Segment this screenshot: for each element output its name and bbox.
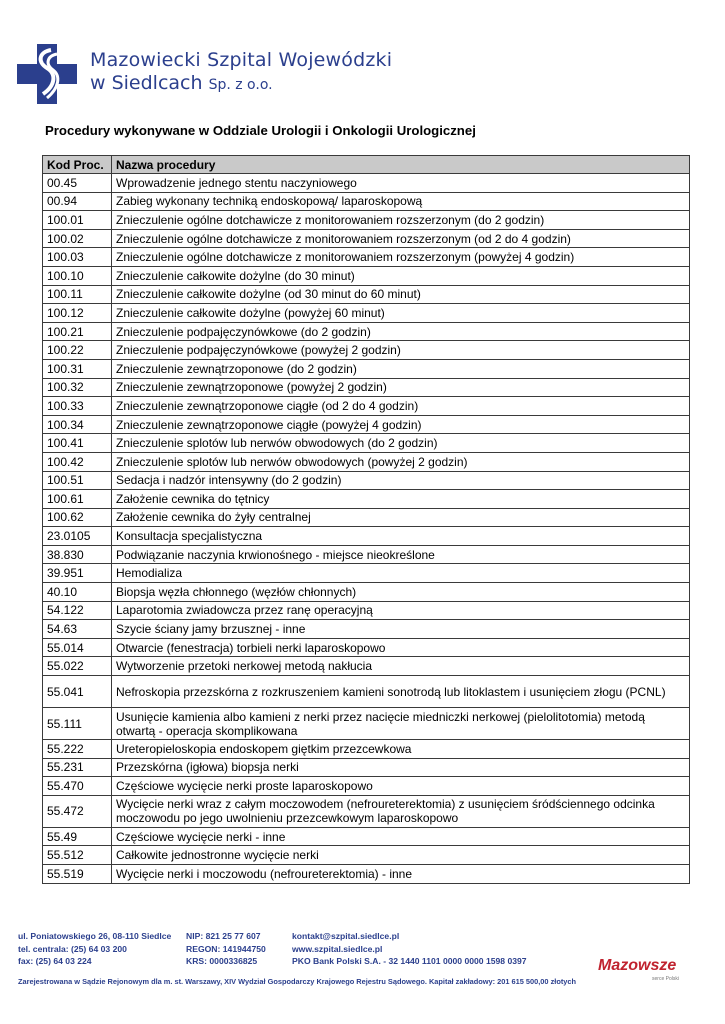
table-row bbox=[43, 583, 690, 602]
table-row bbox=[43, 341, 690, 360]
procedure-code: 100.01 bbox=[43, 211, 112, 230]
table-row bbox=[43, 708, 690, 740]
table-row bbox=[43, 490, 690, 509]
procedure-code: 55.014 bbox=[43, 638, 112, 657]
footer-registry: NIP: 821 25 77 607 REGON: 141944750 KRS: 0000336825 bbox=[186, 931, 266, 966]
mazowsze-logo: Mazowsze bbox=[598, 957, 677, 974]
header-code: Kod Proc. bbox=[43, 156, 112, 174]
procedure-code: 100.02 bbox=[43, 229, 112, 248]
procedure-code: 100.21 bbox=[43, 322, 112, 341]
org-suffix: Sp. z o.o. bbox=[208, 76, 273, 93]
table-row bbox=[43, 174, 690, 193]
table-row bbox=[43, 322, 690, 341]
procedure-code: 100.32 bbox=[43, 378, 112, 397]
procedure-name: Częściowe wycięcie nerki - inne bbox=[112, 827, 690, 846]
table-row bbox=[43, 827, 690, 846]
procedure-name: Sedacja i nadzór intensywny (do 2 godzin) bbox=[112, 471, 690, 490]
procedure-name: Szycie ściany jamy brzusznej - inne bbox=[112, 620, 690, 639]
procedure-name: Znieczulenie ogólne dotchawicze z monitorowaniem rozszerzonym (do 2 godzin) bbox=[112, 211, 690, 230]
procedure-code: 100.61 bbox=[43, 490, 112, 509]
table-row bbox=[43, 545, 690, 564]
table-row bbox=[43, 304, 690, 323]
footer-address: ul. Poniatowskiego 26, 08-110 Siedlce tel. centrala: (25) 64 03 200 fax: (25) 64 03 224 bbox=[18, 931, 172, 966]
procedure-code: 23.0105 bbox=[43, 527, 112, 546]
table-row bbox=[43, 359, 690, 378]
table-row bbox=[43, 846, 690, 865]
procedure-name: Wycięcie nerki i moczowodu (nefroureterektomia) - inne bbox=[112, 865, 690, 884]
procedure-code: 38.830 bbox=[43, 545, 112, 564]
procedure-name: Nefroskopia przezskórna z rozkruszeniem kamieni sonotrodą lub litoklastem i usunięciem złogu (PCNL) bbox=[112, 676, 690, 708]
table-row bbox=[43, 452, 690, 471]
procedure-code: 100.22 bbox=[43, 341, 112, 360]
table-row bbox=[43, 508, 690, 527]
hospital-logo-icon bbox=[17, 44, 77, 104]
procedure-name: Znieczulenie podpajęczynówkowe (do 2 godzin) bbox=[112, 322, 690, 341]
procedure-code: 100.62 bbox=[43, 508, 112, 527]
procedure-code: 100.42 bbox=[43, 452, 112, 471]
procedure-name: Znieczulenie ogólne dotchawicze z monitorowaniem rozszerzonym (powyżej 4 godzin) bbox=[112, 248, 690, 267]
procedure-code: 55.041 bbox=[43, 676, 112, 708]
procedure-code: 54.122 bbox=[43, 601, 112, 620]
footer-registration: Zarejestrowana w Sądzie Rejonowym dla m. st. Warszawy, XIV Wydział Gospodarczy Krajowego Rejestru Sądowego. Kapitał zakładowy: 201 615 500,00 złotych bbox=[18, 977, 577, 986]
procedure-code: 39.951 bbox=[43, 564, 112, 583]
table-row bbox=[43, 657, 690, 676]
procedure-code: 55.222 bbox=[43, 740, 112, 759]
procedure-name: Znieczulenie splotów lub nerwów obwodowych (do 2 godzin) bbox=[112, 434, 690, 453]
procedure-code: 55.519 bbox=[43, 865, 112, 884]
procedure-code: 100.11 bbox=[43, 285, 112, 304]
header-name: Nazwa procedury bbox=[112, 156, 690, 174]
document-title: Procedury wykonywane w Oddziale Urologii i Onkologii Urologicznej bbox=[45, 123, 476, 138]
procedure-name: Znieczulenie splotów lub nerwów obwodowych (powyżej 2 godzin) bbox=[112, 452, 690, 471]
procedure-code: 55.472 bbox=[43, 795, 112, 827]
procedure-name: Założenie cewnika do żyły centralnej bbox=[112, 508, 690, 527]
table-row bbox=[43, 620, 690, 639]
procedure-code: 00.45 bbox=[43, 174, 112, 193]
procedure-name: Podwiązanie naczynia krwionośnego - miejsce nieokreślone bbox=[112, 545, 690, 564]
table-row bbox=[43, 415, 690, 434]
procedures-table bbox=[42, 155, 690, 884]
table-row bbox=[43, 740, 690, 759]
table-row bbox=[43, 397, 690, 416]
procedure-name: Całkowite jednostronne wycięcie nerki bbox=[112, 846, 690, 865]
procedure-code: 55.231 bbox=[43, 758, 112, 777]
table-row bbox=[43, 285, 690, 304]
table-row bbox=[43, 471, 690, 490]
organization-name bbox=[90, 50, 392, 94]
procedure-code: 100.31 bbox=[43, 359, 112, 378]
procedure-name: Znieczulenie ogólne dotchawicze z monitorowaniem rozszerzonym (od 2 do 4 godzin) bbox=[112, 229, 690, 248]
table-row bbox=[43, 192, 690, 211]
table-row bbox=[43, 676, 690, 708]
procedure-name: Laparotomia zwiadowcza przez ranę operacyjną bbox=[112, 601, 690, 620]
procedure-code: 100.12 bbox=[43, 304, 112, 323]
procedure-name: Częściowe wycięcie nerki proste laparoskopowo bbox=[112, 777, 690, 796]
procedure-code: 54.63 bbox=[43, 620, 112, 639]
table-row bbox=[43, 378, 690, 397]
table-row bbox=[43, 211, 690, 230]
procedure-name: Hemodializa bbox=[112, 564, 690, 583]
procedure-name: Znieczulenie całkowite dożylne (do 30 minut) bbox=[112, 266, 690, 285]
table-row bbox=[43, 777, 690, 796]
procedure-name: Znieczulenie całkowite dożylne (powyżej 60 minut) bbox=[112, 304, 690, 323]
procedure-name: Wprowadzenie jednego stentu naczyniowego bbox=[112, 174, 690, 193]
procedure-code: 55.470 bbox=[43, 777, 112, 796]
table-header-row bbox=[43, 156, 690, 174]
procedure-name: Znieczulenie całkowite dożylne (od 30 minut do 60 minut) bbox=[112, 285, 690, 304]
procedure-name: Wytworzenie przetoki nerkowej metodą nakłucia bbox=[112, 657, 690, 676]
procedure-name: Zabieg wykonany techniką endoskopową/ laparoskopową bbox=[112, 192, 690, 211]
table-row bbox=[43, 248, 690, 267]
table-row bbox=[43, 795, 690, 827]
procedure-name: Otwarcie (fenestracja) torbieli nerki laparoskopowo bbox=[112, 638, 690, 657]
procedure-code: 100.03 bbox=[43, 248, 112, 267]
procedure-name: Znieczulenie zewnątrzoponowe (powyżej 2 godzin) bbox=[112, 378, 690, 397]
org-name-line2: w Siedlcach bbox=[90, 71, 203, 94]
table-row bbox=[43, 434, 690, 453]
procedure-name: Wycięcie nerki wraz z całym moczowodem (nefroureterektomia) z usunięciem śródściennego odcinka moczowodu po jego uwolnieniu przezcewkowym laparoskopowo bbox=[112, 795, 690, 827]
procedure-name: Znieczulenie podpajęczynówkowe (powyżej 2 godzin) bbox=[112, 341, 690, 360]
procedure-code: 100.10 bbox=[43, 266, 112, 285]
procedure-name: Znieczulenie zewnątrzoponowe ciągłe (powyżej 4 godzin) bbox=[112, 415, 690, 434]
procedure-name: Ureteropieloskopia endoskopem giętkim przezcewkowa bbox=[112, 740, 690, 759]
table-row bbox=[43, 564, 690, 583]
org-name-line1: Mazowiecki Szpital Wojewódzki bbox=[90, 49, 393, 71]
table-row bbox=[43, 758, 690, 777]
procedure-code: 100.33 bbox=[43, 397, 112, 416]
procedure-code: 100.34 bbox=[43, 415, 112, 434]
mazowsze-tagline: serce Polski bbox=[652, 976, 679, 982]
procedure-name: Znieczulenie zewnątrzoponowe ciągłe (od 2 do 4 godzin) bbox=[112, 397, 690, 416]
procedure-name: Założenie cewnika do tętnicy bbox=[112, 490, 690, 509]
table-row bbox=[43, 266, 690, 285]
procedure-code: 55.111 bbox=[43, 708, 112, 740]
procedure-code: 55.49 bbox=[43, 827, 112, 846]
table-row bbox=[43, 229, 690, 248]
procedure-name: Znieczulenie zewnątrzoponowe (do 2 godzin) bbox=[112, 359, 690, 378]
footer-contact: kontakt@szpital.siedlce.pl www.szpital.siedlce.pl PKO Bank Polski S.A. - 32 1440 1101 0000 0000 1598 0397 bbox=[292, 931, 527, 966]
procedure-code: 00.94 bbox=[43, 192, 112, 211]
procedure-name: Konsultacja specjalistyczna bbox=[112, 527, 690, 546]
procedure-name: Biopsja węzła chłonnego (węzłów chłonnych) bbox=[112, 583, 690, 602]
procedure-name: Przezskórna (igłowa) biopsja nerki bbox=[112, 758, 690, 777]
procedure-code: 40.10 bbox=[43, 583, 112, 602]
procedure-name: Usunięcie kamienia albo kamieni z nerki przez nacięcie miedniczki nerkowej (pielolitotomia) metodą otwartą - operacja skomplikowana bbox=[112, 708, 690, 740]
procedure-code: 100.51 bbox=[43, 471, 112, 490]
procedure-code: 55.022 bbox=[43, 657, 112, 676]
table-row bbox=[43, 638, 690, 657]
table-row bbox=[43, 601, 690, 620]
table-row bbox=[43, 527, 690, 546]
procedure-code: 100.41 bbox=[43, 434, 112, 453]
procedure-code: 55.512 bbox=[43, 846, 112, 865]
table-row bbox=[43, 865, 690, 884]
